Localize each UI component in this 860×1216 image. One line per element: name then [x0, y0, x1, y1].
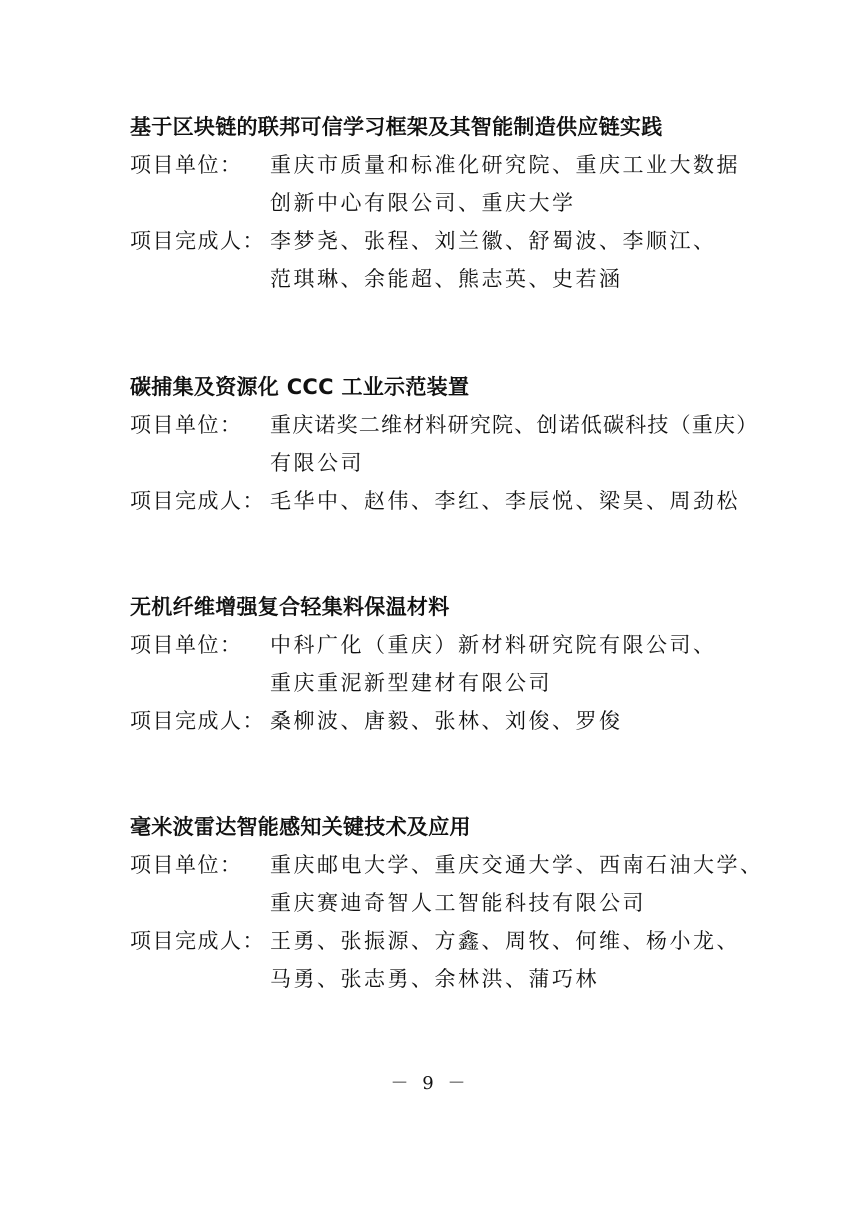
- project-entry-3: [130, 588, 770, 740]
- project-people-value: [270, 482, 750, 520]
- project-unit-row: [130, 846, 770, 922]
- project-unit-label: 项目单位：: [130, 413, 243, 437]
- project-people-line: 马勇、张志勇、余林洪、蒲巧林: [270, 967, 599, 991]
- project-entry-1: [130, 108, 770, 298]
- project-unit-label: 项目单位：: [130, 633, 243, 657]
- project-unit-line: 中科广化（重庆）新材料研究院有限公司、: [270, 633, 717, 657]
- project-title: 基于区块链的联邦可信学习框架及其智能制造供应链实践: [130, 115, 663, 139]
- project-title: 无机纤维增强复合轻集料保温材料: [130, 595, 450, 619]
- project-unit-label: 项目单位：: [130, 853, 243, 877]
- project-people-row: [130, 922, 770, 998]
- project-people-line: 王勇、张振源、方鑫、周牧、何维、杨小龙、: [270, 929, 740, 953]
- project-people-row: [130, 222, 770, 298]
- project-unit-line: 有限公司: [270, 451, 364, 475]
- project-people-label: 项目完成人：: [130, 709, 265, 733]
- project-unit-row: [130, 406, 770, 482]
- project-people-label: 项目完成人：: [130, 229, 265, 253]
- project-unit-row: [130, 626, 770, 702]
- project-people-value: [270, 922, 750, 998]
- page-number: － 9 －: [390, 1073, 470, 1094]
- project-title: 毫米波雷达智能感知关键技术及应用: [130, 815, 471, 839]
- project-people-value: [270, 222, 750, 298]
- project-unit-line: 重庆诺奖二维材料研究院、创诺低碳科技（重庆）: [270, 413, 759, 437]
- project-unit-value: [270, 846, 764, 922]
- project-unit-value: [270, 146, 750, 222]
- project-entry-2: [130, 368, 770, 520]
- project-people-line: 范琪琳、余能超、熊志英、史若涵: [270, 267, 623, 291]
- project-unit-line: 重庆邮电大学、重庆交通大学、西南石油大学、: [270, 853, 764, 877]
- project-people-label: 项目完成人：: [130, 489, 265, 513]
- project-unit-line: 创新中心有限公司、重庆大学: [270, 191, 576, 215]
- project-people-value: [270, 702, 750, 740]
- project-unit-value: [270, 406, 759, 482]
- project-unit-line: 重庆市质量和标准化研究院、重庆工业大数据: [270, 153, 740, 177]
- project-unit-row: [130, 146, 770, 222]
- project-people-line: 李梦尧、张程、刘兰徽、舒蜀波、李顺江、: [270, 229, 717, 253]
- project-people-row: [130, 482, 770, 520]
- project-people-row: [130, 702, 770, 740]
- project-unit-value: [270, 626, 750, 702]
- project-people-label: 项目完成人：: [130, 929, 265, 953]
- project-title: 碳捕集及资源化 CCC 工业示范装置: [130, 375, 470, 399]
- project-people-line: 桑柳波、唐毅、张林、刘俊、罗俊: [270, 709, 623, 733]
- project-unit-line: 重庆重泥新型建材有限公司: [270, 671, 552, 695]
- project-people-line: 毛华中、赵伟、李红、李辰悦、梁昊、周劲松: [270, 489, 740, 513]
- project-unit-label: 项目单位：: [130, 153, 243, 177]
- project-unit-line: 重庆赛迪奇智人工智能科技有限公司: [270, 891, 646, 915]
- project-entry-4: [130, 808, 770, 998]
